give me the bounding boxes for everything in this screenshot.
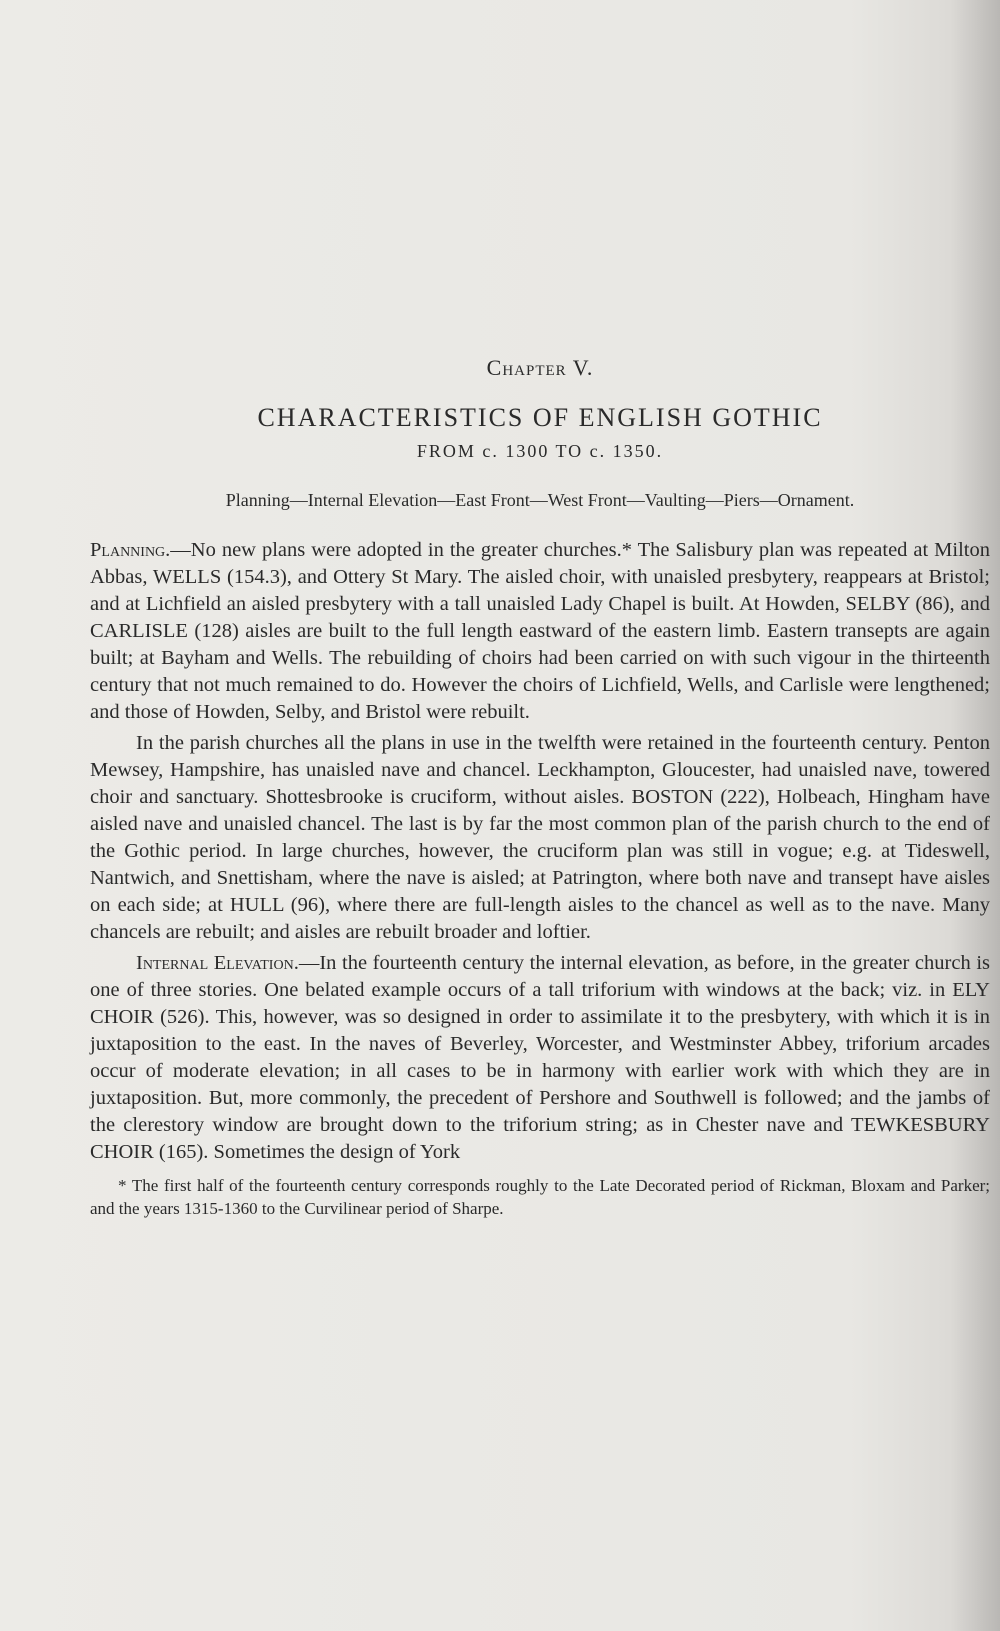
chapter-subtitle: FROM c. 1300 TO c. 1350. <box>416 441 664 461</box>
page-content <box>90 355 990 1220</box>
chapter-title: CHARACTERISTICS OF ENGLISH GOTHIC <box>257 403 823 432</box>
paragraph-text: —In the fourteenth century the internal elevation, as before, in the greater church is one of three stories. One belated example occurs of a tall triforium with windows at the back; viz. in ELY CHOIR (526). This, however, was so designed in order to assimilate it to the presbytery, with which it is in juxtaposition to the east. In the naves of Beverley, Worcester, and Westminster Abbey, triforium arcades occur of moderate elevation; in all cases to be in harmony with earlier work with which they are in juxtaposition. But, more commonly, the precedent of Pershore and Southwell is followed; and the jambs of the clerestory window are brought down to the triforium string; as in Chester nave and TEWKESBURY CHOIR (165). Sometimes the design of York <box>90 952 990 1163</box>
paragraph-lead: Internal Elevation. <box>136 952 299 974</box>
paragraph-internal-elevation <box>90 950 990 1166</box>
paragraph-text: —No new plans were adopted in the greater churches.* The Salisbury plan was repeated at Milton Abbas, WELLS (154.3), and Ottery St Mary. The aisled choir, with unaisled presbytery, reappears at Bristol; and at Lichfield an aisled presbytery with a tall unaisled Lady Chapel is built. At Howden, SELBY (86), and CARLISLE (128) aisles are built to the full length eastward of the eastern limb. Eastern transepts are again built; at Bayham and Wells. The rebuilding of choirs had been carried on with such vigour in the thirteenth century that not much remained to do. However the choirs of Lichfield, Wells, and Carlisle were lengthened; and those of Howden, Selby, and Bristol were rebuilt. <box>90 539 990 723</box>
paragraph-text: In the parish churches all the plans in use in the twelfth were retained in the fourteenth century. Penton Mewsey, Hampshire, has unaisled nave and chancel. Leckhampton, Gloucester, had unaisled nave, towered choir and sanctuary. Shottesbrooke is cruciform, without aisles. BOSTON (222), Holbeach, Hingham have aisled nave and unaisled chancel. The last is by far the most common plan of the parish church to the end of the Gothic period. In large churches, however, the cruciform plan was still in vogue; e.g. at Tideswell, Nantwich, and Snettisham, where the nave is aisled; at Patrington, where both nave and transept have aisles on each side; at HULL (96), where there are full-length aisles to the chancel as well as to the nave. Many chancels are rebuilt; and aisles are rebuilt broader and loftier. <box>90 732 990 943</box>
show-through-text <box>150 90 950 330</box>
footnote-text: * The first half of the fourteenth century corresponds roughly to the Late Decorated period of Rickman, Bloxam and Parker; and the years 1315-1360 to the Curvilinear period of Sharpe. <box>90 1176 990 1218</box>
paragraph-parish-churches <box>90 730 990 946</box>
paragraph-lead: Planning. <box>90 539 171 561</box>
chapter-heading: Chapter V. <box>486 355 594 380</box>
paragraph-planning <box>90 537 990 726</box>
chapter-summary: Planning—Internal Elevation—East Front—West Front—Vaulting—Piers—Ornament. <box>225 490 855 510</box>
footnote <box>90 1174 990 1220</box>
